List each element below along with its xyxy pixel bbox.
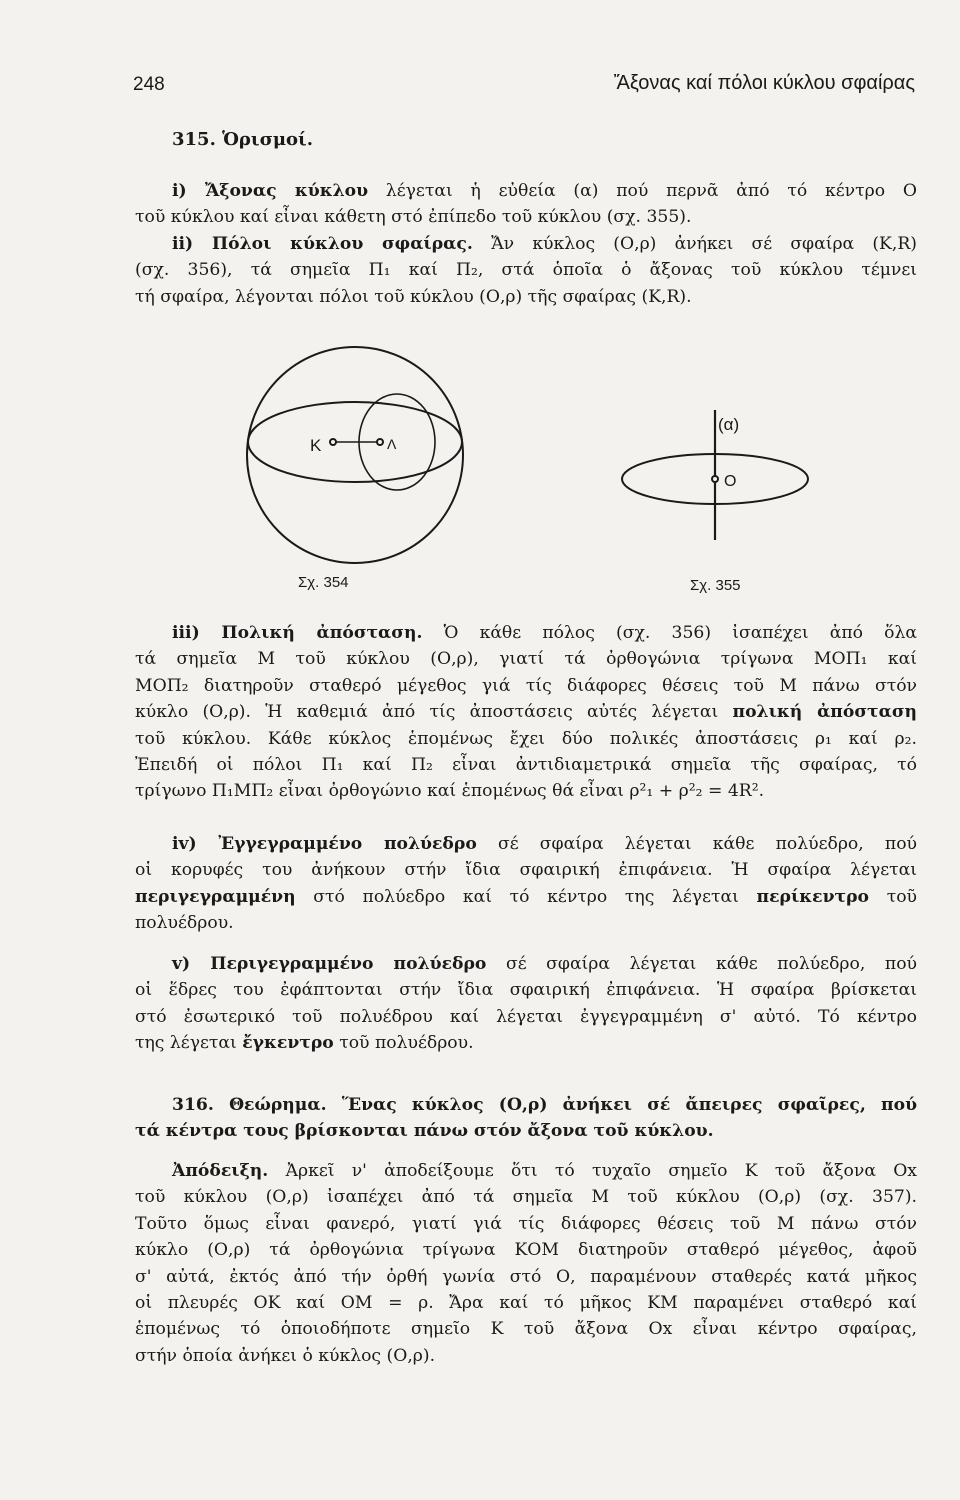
proof-label: Ἀπόδειξη. bbox=[172, 1161, 269, 1181]
section-315-title: 315. Ὁρισμοί. bbox=[172, 129, 314, 150]
label-L: Λ bbox=[387, 436, 397, 452]
def-i-line1: i) Ἄξονας κύκλου λέγεται ἡ εὐθεία (α) πού περνᾶ ἀπό τό κέντρο Ο bbox=[172, 181, 917, 201]
figure-354 bbox=[230, 345, 480, 575]
iv-label: iv) Ἐγγεγραμμένο πολύεδρο bbox=[172, 834, 477, 854]
section-v-circumscribed-polyhedron bbox=[135, 951, 917, 1057]
label-K: Κ bbox=[310, 436, 322, 455]
iii-line7: τρίγωνο Π₁ΜΠ₂ εἶναι ὀρθογώνιο καί ἑπομένως θά εἶναι ρ²₁ + ρ²₂ = 4R². bbox=[135, 781, 765, 802]
theorem-line2: τά κέντρα τους βρίσκονται πάνω στόν ἄξονα τοῦ κύκλου. bbox=[135, 1121, 714, 1142]
iii-line5: τοῦ κύκλου. Κάθε κύκλος ἑπομένως ἔχει δύο πολικές ἀποστάσεις ρ₁ καί ρ₂. bbox=[135, 728, 917, 749]
v-line3: στό ἐσωτερικό τοῦ πολυέδρου καί λέγεται ἐγγεγραμμένη σ' αὐτό. Τό κέντρο bbox=[135, 1006, 917, 1027]
fig-354-caption: Σχ. 354 bbox=[298, 574, 349, 591]
iv-line1: iv) Ἐγγεγραμμένο πολύεδρο σέ σφαίρα λέγεται κάθε πολύεδρο, πού bbox=[172, 834, 917, 854]
section-iii-polar-distance bbox=[135, 620, 917, 805]
proof-line4: κύκλο (Ο,ρ) τά ὀρθογώνια τρίγωνα ΚΟΜ διατηροῦν σταθερό μέγεθος, ἀφοῦ bbox=[135, 1240, 917, 1261]
running-title: Ἄξονας καί πόλοι κύκλου σφαίρας bbox=[613, 72, 915, 94]
proof-block bbox=[135, 1158, 917, 1369]
def-ii-label: ii) Πόλοι κύκλου σφαίρας. bbox=[172, 233, 473, 254]
def-ii-line2: (σχ. 356), τά σημεῖα Π₁ καί Π₂, στά ὁποῖα ὁ ἄξονας τοῦ κύκλου τέμνει bbox=[135, 260, 917, 281]
proof-line5: σ' αὐτά, ἐκτός ἀπό τήν ὀρθή γωνία στό Ο, παραμένουν σταθερές κατά μῆκος bbox=[135, 1266, 917, 1287]
def-ii-line1: ii) Πόλοι κύκλου σφαίρας. Ἄν κύκλος (Ο,ρ) ἀνήκει σέ σφαίρα (Κ,R) bbox=[172, 233, 917, 254]
section-315-definitions bbox=[135, 178, 917, 310]
iii-line1: iii) Πολική ἀπόσταση. Ὁ κάθε πόλος (σχ. 356) ἰσαπέχει ἀπό ὅλα bbox=[172, 623, 917, 643]
def-i-label: i) Ἄξονας κύκλου bbox=[172, 181, 369, 201]
theorem-line1: 316. Θεώρημα. Ἕνας κύκλος (Ο,ρ) ἀνήκει σέ ἄπειρες σφαῖρες, πού bbox=[172, 1095, 917, 1115]
v-line2: οἱ ἕδρες του ἐφάπτονται στήν ἴδια σφαιρική ἐπιφάνεια. Ἡ σφαίρα βρίσκεται bbox=[135, 980, 917, 1001]
proof-line2: τοῦ κύκλου (Ο,ρ) ἰσαπέχει ἀπό τά σημεῖα Μ τοῦ κύκλου (Ο,ρ) (σχ. 357). bbox=[135, 1187, 917, 1208]
figure-355 bbox=[600, 400, 830, 550]
label-O: Ο bbox=[724, 473, 737, 490]
proof-line6: οἱ πλευρές ΟΚ καί ΟΜ = ρ. Ἄρα καί τό μῆκος ΚΜ παραμένει σταθερό καί bbox=[135, 1293, 917, 1314]
iv-line2: οἱ κορυφές του ἀνήκουν στήν ἴδια σφαιρική ἐπιφάνεια. Ἡ σφαίρα λέγεται bbox=[135, 860, 917, 881]
def-ii-line3: τή σφαίρα, λέγονται πόλοι τοῦ κύκλου (Ο,ρ) τῆς σφαίρας (Κ,R). bbox=[135, 286, 692, 307]
proof-line8: στήν ὁποία ἀνήκει ὁ κύκλος (Ο,ρ). bbox=[135, 1345, 436, 1366]
proof-line1: Ἀπόδειξη. Ἀρκεῖ ν' ἀποδείξουμε ὅτι τό τυχαῖο σημεῖο Κ τοῦ ἄξονα Οx bbox=[172, 1161, 917, 1181]
label-a: (α) bbox=[718, 415, 740, 434]
v-label: v) Περιγεγραμμένο πολύεδρο bbox=[172, 954, 487, 974]
def-i-line2: τοῦ κύκλου καί εἶναι κάθετη στό ἐπίπεδο τοῦ κύκλου (σχ. 355). bbox=[135, 207, 692, 228]
section-316-theorem bbox=[135, 1092, 917, 1145]
v-line4: της λέγεται ἔγκεντρο τοῦ πολυέδρου. bbox=[135, 1033, 474, 1054]
proof-line7: ἑπομένως τό ὁποιοδήποτε σημεῖο Κ τοῦ ἄξονα Οx εἶναι κέντρο σφαίρας, bbox=[135, 1319, 917, 1340]
iii-line6: Ἐπειδή οἱ πόλοι Π₁ καί Π₂ εἶναι ἀντιδιαμετρικά σημεῖα τῆς σφαίρας, τό bbox=[135, 755, 917, 776]
iii-line2: τά σημεῖα Μ τοῦ κύκλου (Ο,ρ), γιατί τά ὀρθογώνια τρίγωνα ΜΟΠ₁ καί bbox=[135, 649, 917, 670]
page-number: 248 bbox=[133, 74, 165, 95]
iii-line3: ΜΟΠ₂ διατηροῦν σταθερό μέγεθος γιά τίς διάφορες θέσεις τοῦ Μ πάνω στόν bbox=[135, 675, 917, 696]
fig-355-caption: Σχ. 355 bbox=[690, 577, 741, 594]
iii-label: iii) Πολική ἀπόσταση. bbox=[172, 623, 423, 643]
iv-line4: πολυέδρου. bbox=[135, 913, 234, 934]
iii-line4: κύκλο (Ο,ρ). Ἡ καθεμιά ἀπό τίς ἀποστάσεις αὐτές λέγεται πολική ἀπόσταση bbox=[135, 702, 917, 723]
proof-line3: Τοῦτο ὅμως εἶναι φανερό, γιατί γιά τίς διάφορες θέσεις τοῦ Μ πάνω στόν bbox=[135, 1213, 917, 1234]
iv-line3: περιγεγραμμένη στό πολύεδρο καί τό κέντρο της λέγεται περίκεντρο τοῦ bbox=[135, 886, 917, 907]
v-line1: v) Περιγεγραμμένο πολύεδρο σέ σφαίρα λέγεται κάθε πολύεδρο, πού bbox=[172, 954, 917, 974]
section-iv-inscribed-polyhedron bbox=[135, 831, 917, 937]
sphere-outline bbox=[247, 347, 463, 563]
